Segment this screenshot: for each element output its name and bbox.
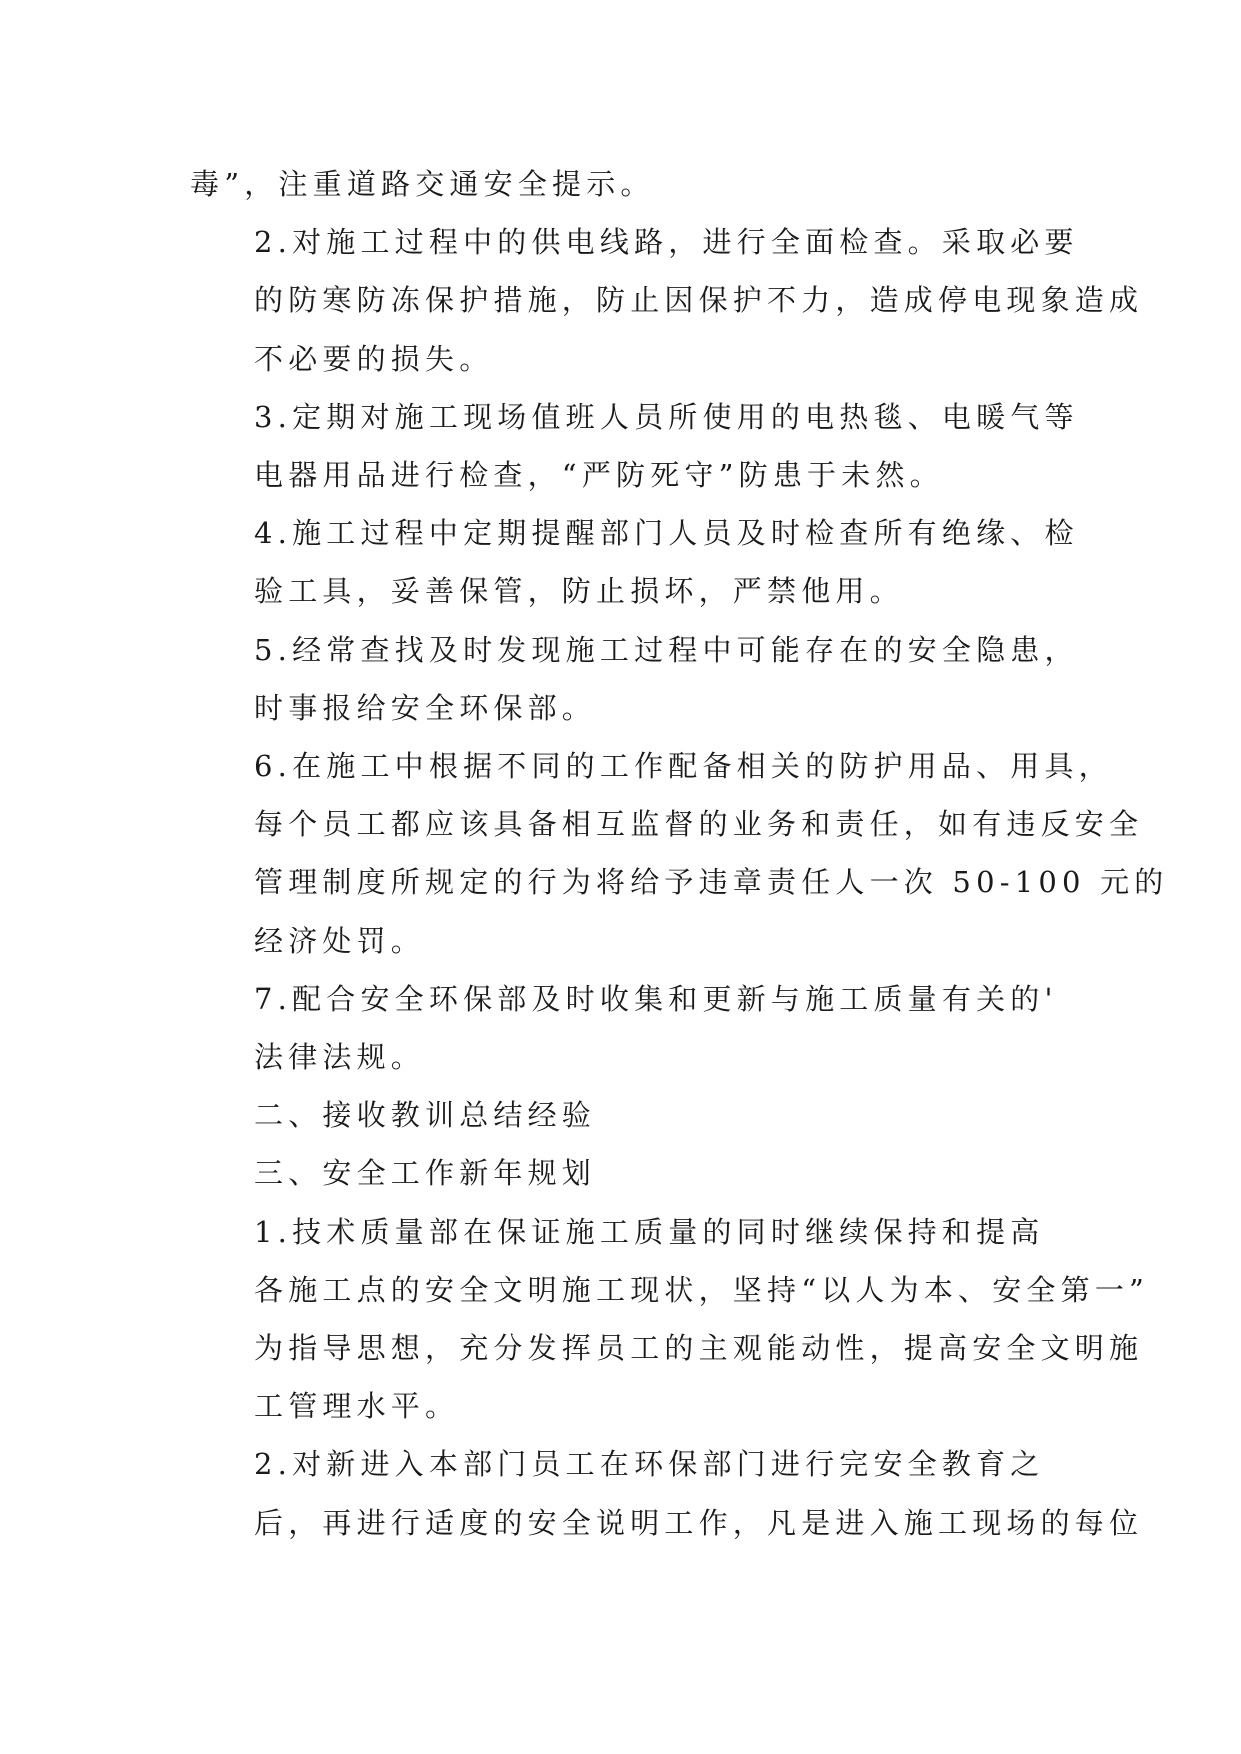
paragraph	[190, 1144, 1050, 1202]
text-line: 3.定期对施工现场值班人员所使用的电热毯、电暖气等	[254, 399, 1079, 434]
text-line: 验工具，妥善保管，防止损坏，严禁他用。	[254, 574, 904, 609]
text-line: 不必要的损失。	[254, 341, 494, 376]
text-line: 4.施工过程中定期提醒部门人员及时检查所有绝缘、检	[254, 516, 1079, 551]
text-line: 2.对施工过程中的供电线路，进行全面检查。采取必要	[254, 225, 1079, 260]
paragraph	[190, 1435, 1144, 1551]
text-line: 每个员工都应该具备相互监督的业务和责任，如有违反安全	[254, 807, 1144, 842]
paragraph	[190, 504, 1079, 620]
paragraph	[190, 1203, 1150, 1436]
paragraph	[190, 388, 1079, 504]
paragraph	[190, 621, 1079, 737]
text-line: 经济处罚。	[254, 923, 426, 958]
paragraph	[190, 155, 1050, 213]
text-line: 法律法规。	[254, 1040, 426, 1075]
text-line: 电器用品进行检查，“严防死守”防患于未然。	[254, 458, 944, 493]
text-line: 毒”，注重道路交通安全提示。	[190, 167, 655, 201]
paragraph	[190, 737, 1169, 970]
text-line: 时事报给安全环保部。	[254, 690, 597, 725]
text-line: 为指导思想，充分发挥员工的主观能动性，提高安全文明施	[254, 1331, 1144, 1366]
text-line: 5.经常查找及时发现施工过程中可能存在的安全隐患，	[254, 632, 1079, 667]
text-line: 二、接收教训总结经验	[254, 1098, 597, 1133]
paragraph	[190, 1086, 1050, 1144]
text-line: 工管理水平。	[254, 1389, 460, 1424]
text-line: 后，再进行适度的安全说明工作，凡是进入施工现场的每位	[254, 1505, 1144, 1540]
text-line: 各施工点的安全文明施工现状，坚持“以人为本、安全第一”	[254, 1272, 1150, 1307]
text-line: 7.配合安全环保部及时收集和更新与施工质量有关的'	[254, 981, 1058, 1016]
text-line: 三、安全工作新年规划	[254, 1156, 597, 1191]
text-line: 2.对新进入本部门员工在环保部门进行完安全教育之	[254, 1447, 1045, 1482]
paragraph	[190, 213, 1144, 388]
paragraph	[190, 970, 1058, 1086]
text-line: 6.在施工中根据不同的工作配备相关的防护用品、用具，	[254, 749, 1113, 784]
text-line: 1.技术质量部在保证施工质量的同时继续保持和提高	[254, 1214, 1045, 1249]
text-line: 管理制度所规定的行为将给予违章责任人一次 50-100 元的	[254, 865, 1169, 900]
text-line: 的防寒防冻保护措施，防止因保护不力，造成停电现象造成	[254, 283, 1144, 318]
document-body	[190, 155, 1169, 1552]
